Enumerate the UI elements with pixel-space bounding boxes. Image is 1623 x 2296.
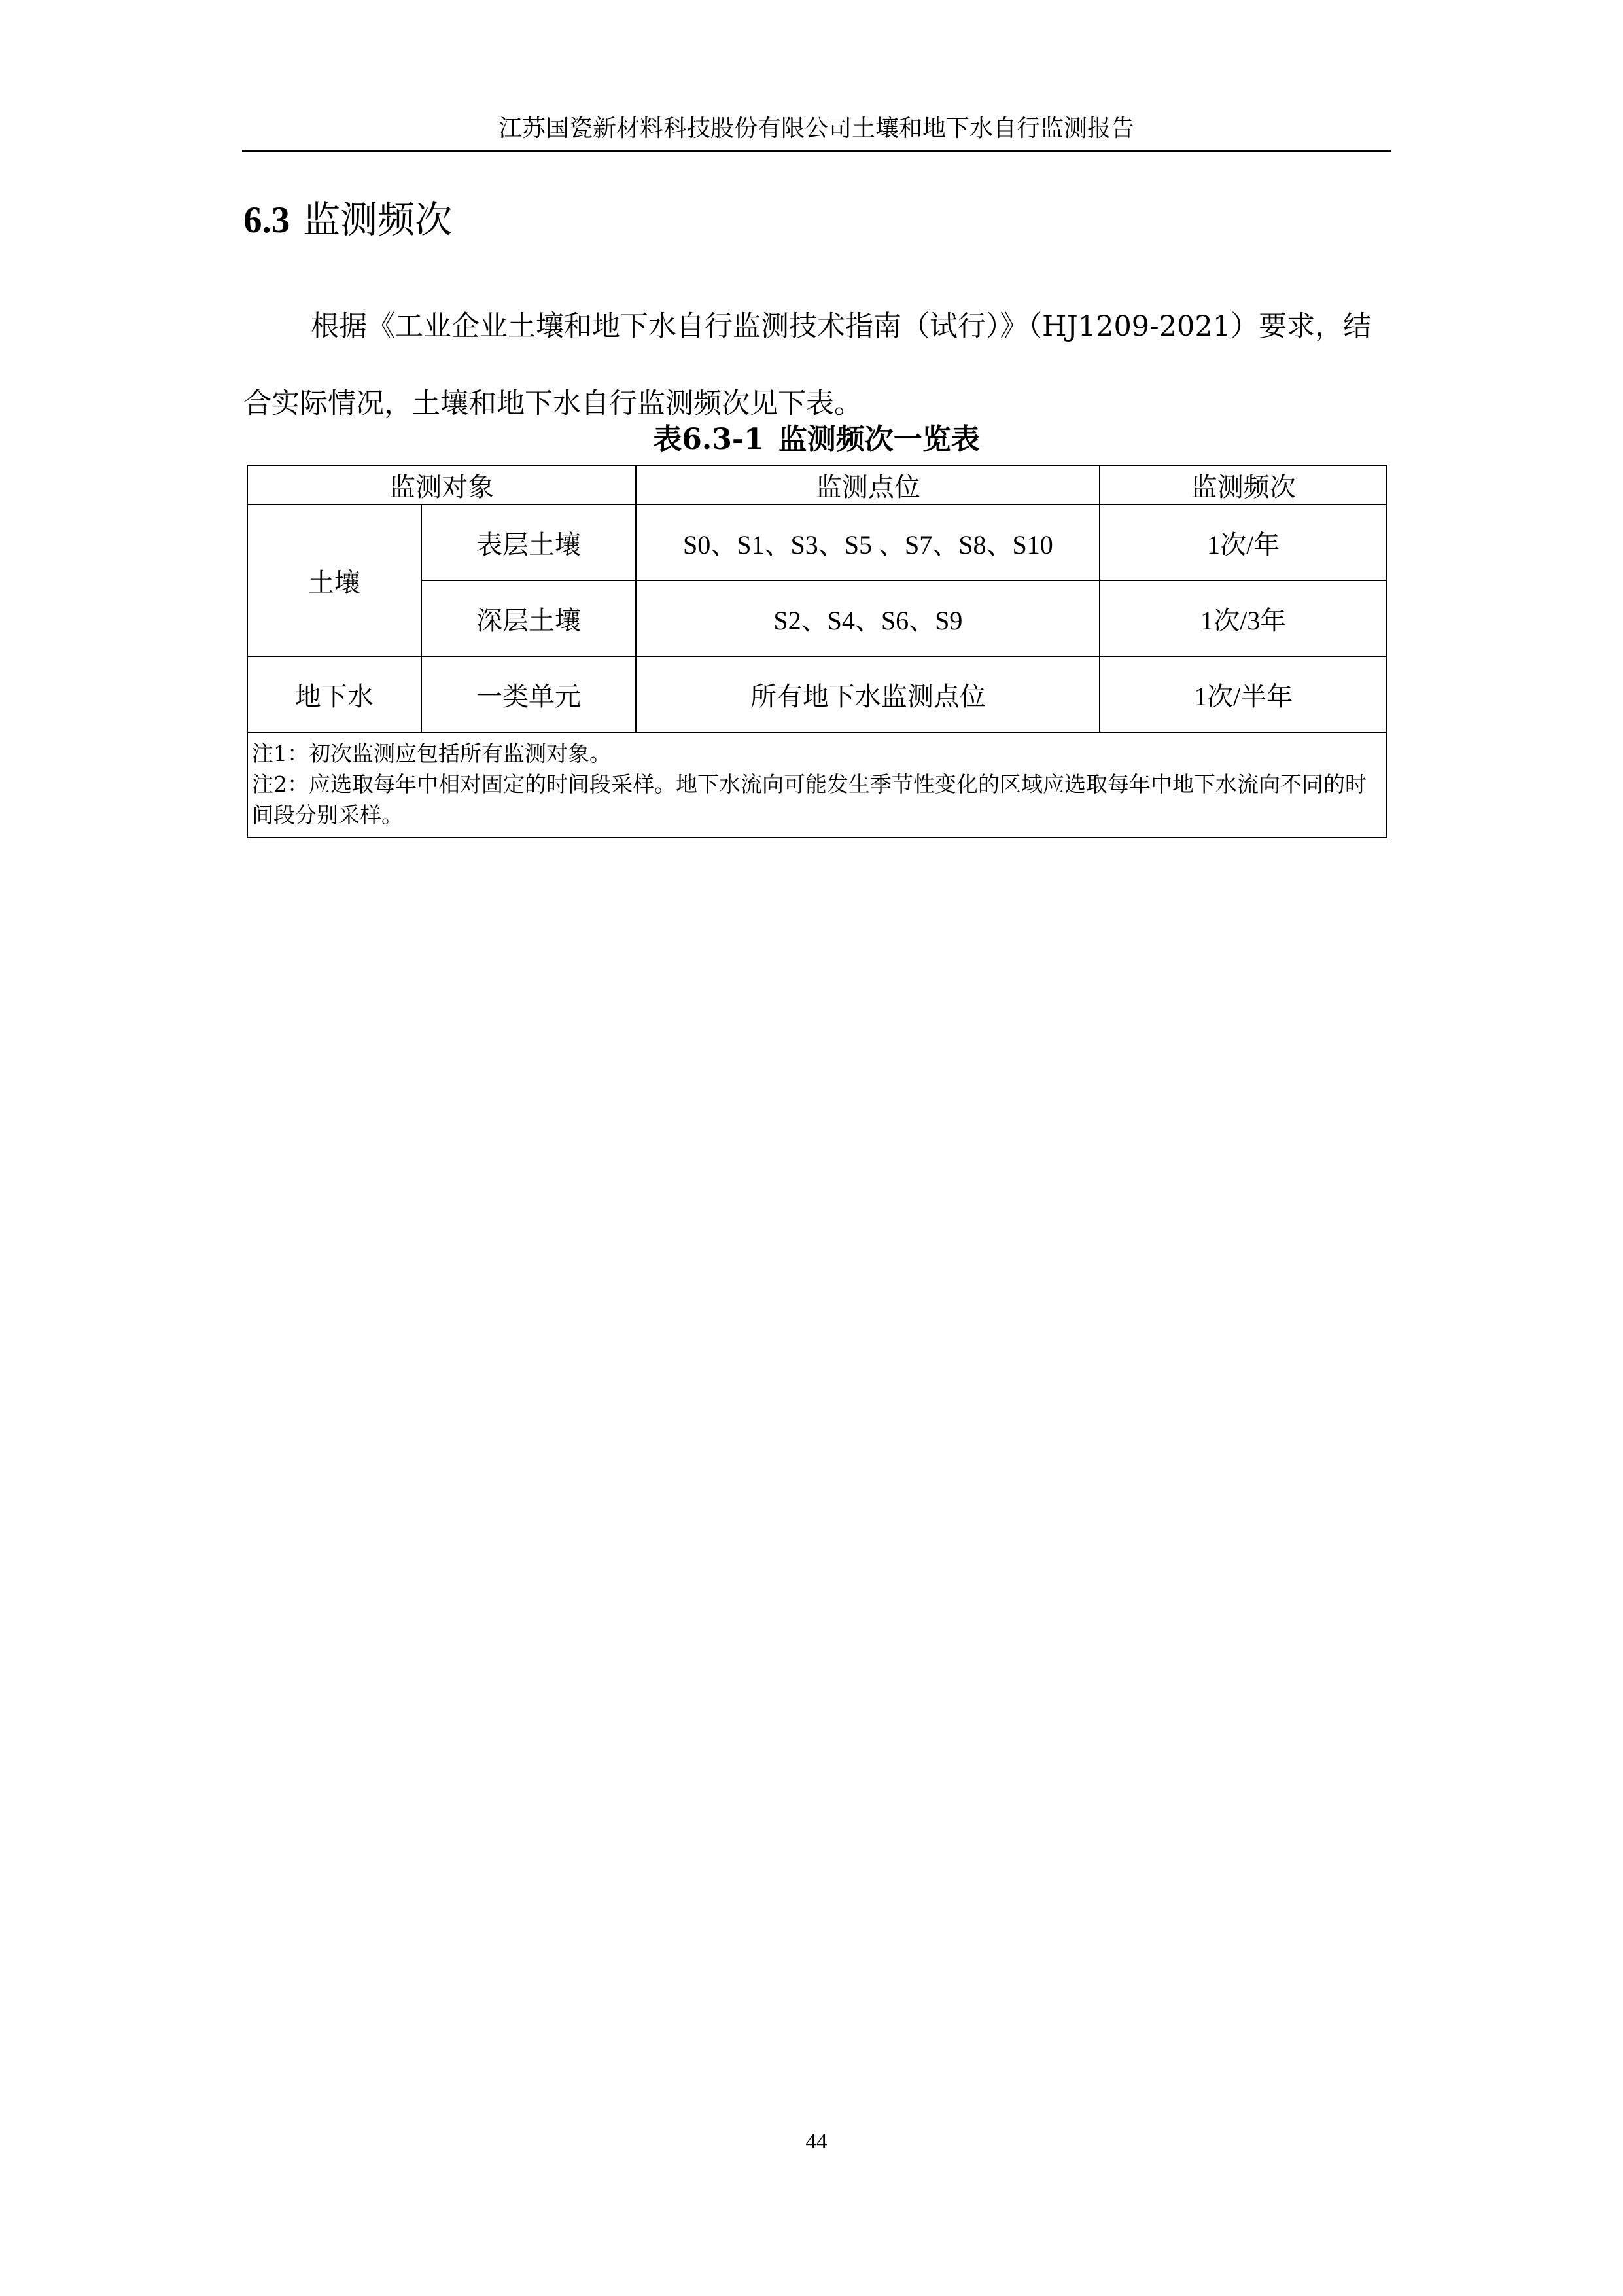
- group-cell-groundwater: 地下水: [247, 656, 421, 732]
- monitoring-frequency-table: [247, 465, 1387, 838]
- table-caption-number: 表6.3-1: [653, 423, 764, 456]
- table-caption: [242, 420, 1391, 459]
- table-note-2: 注2：应选取每年中相对固定的时间段采样。地下水流向可能发生季节性变化的区域应选取每年中地下水流向不同的时间段分别采样。: [252, 771, 1367, 828]
- table-row: [247, 656, 1387, 732]
- section-heading: [243, 194, 452, 247]
- subtype-cell: 表层土壤: [421, 504, 637, 580]
- table-notes-row: [247, 732, 1387, 838]
- table-header-row: [247, 465, 1387, 504]
- table-caption-title: 监测频次一览表: [778, 423, 980, 456]
- points-cell: S2、S4、S6、S9: [636, 580, 1100, 656]
- header-monitoring-frequency: 监测频次: [1100, 465, 1387, 504]
- subtype-cell: 深层土壤: [421, 580, 637, 656]
- running-header: 江苏国瓷新材料科技股份有限公司土壤和地下水自行监测报告: [498, 115, 1134, 142]
- header-rule: [242, 150, 1391, 152]
- points-cell: 所有地下水监测点位: [636, 656, 1100, 732]
- header-monitoring-points: 监测点位: [636, 465, 1100, 504]
- header-monitoring-object: 监测对象: [247, 465, 636, 504]
- points-cell: S0、S1、S3、S5 、S7、S8、S10: [636, 504, 1100, 580]
- page-number: 44: [805, 2130, 828, 2153]
- frequency-cell: 1次/年: [1100, 504, 1387, 580]
- section-title: 监测频次: [303, 198, 453, 241]
- table-row: [247, 504, 1387, 580]
- body-paragraph-text: 根据《工业企业土壤和地下水自行监测技术指南（试行）》（HJ1209-2021）要求，结合实际情况，土壤和地下水自行监测频次见下表。: [243, 310, 1372, 420]
- frequency-cell: 1次/半年: [1100, 656, 1387, 732]
- table-note-1: 注1：初次监测应包括所有监测对象。: [252, 741, 611, 766]
- frequency-cell: 1次/3年: [1100, 580, 1387, 656]
- group-cell-soil: 土壤: [247, 504, 421, 656]
- body-paragraph: [243, 288, 1389, 442]
- section-number: 6.3: [243, 200, 290, 241]
- subtype-cell: 一类单元: [421, 656, 637, 732]
- table-notes: [247, 732, 1387, 838]
